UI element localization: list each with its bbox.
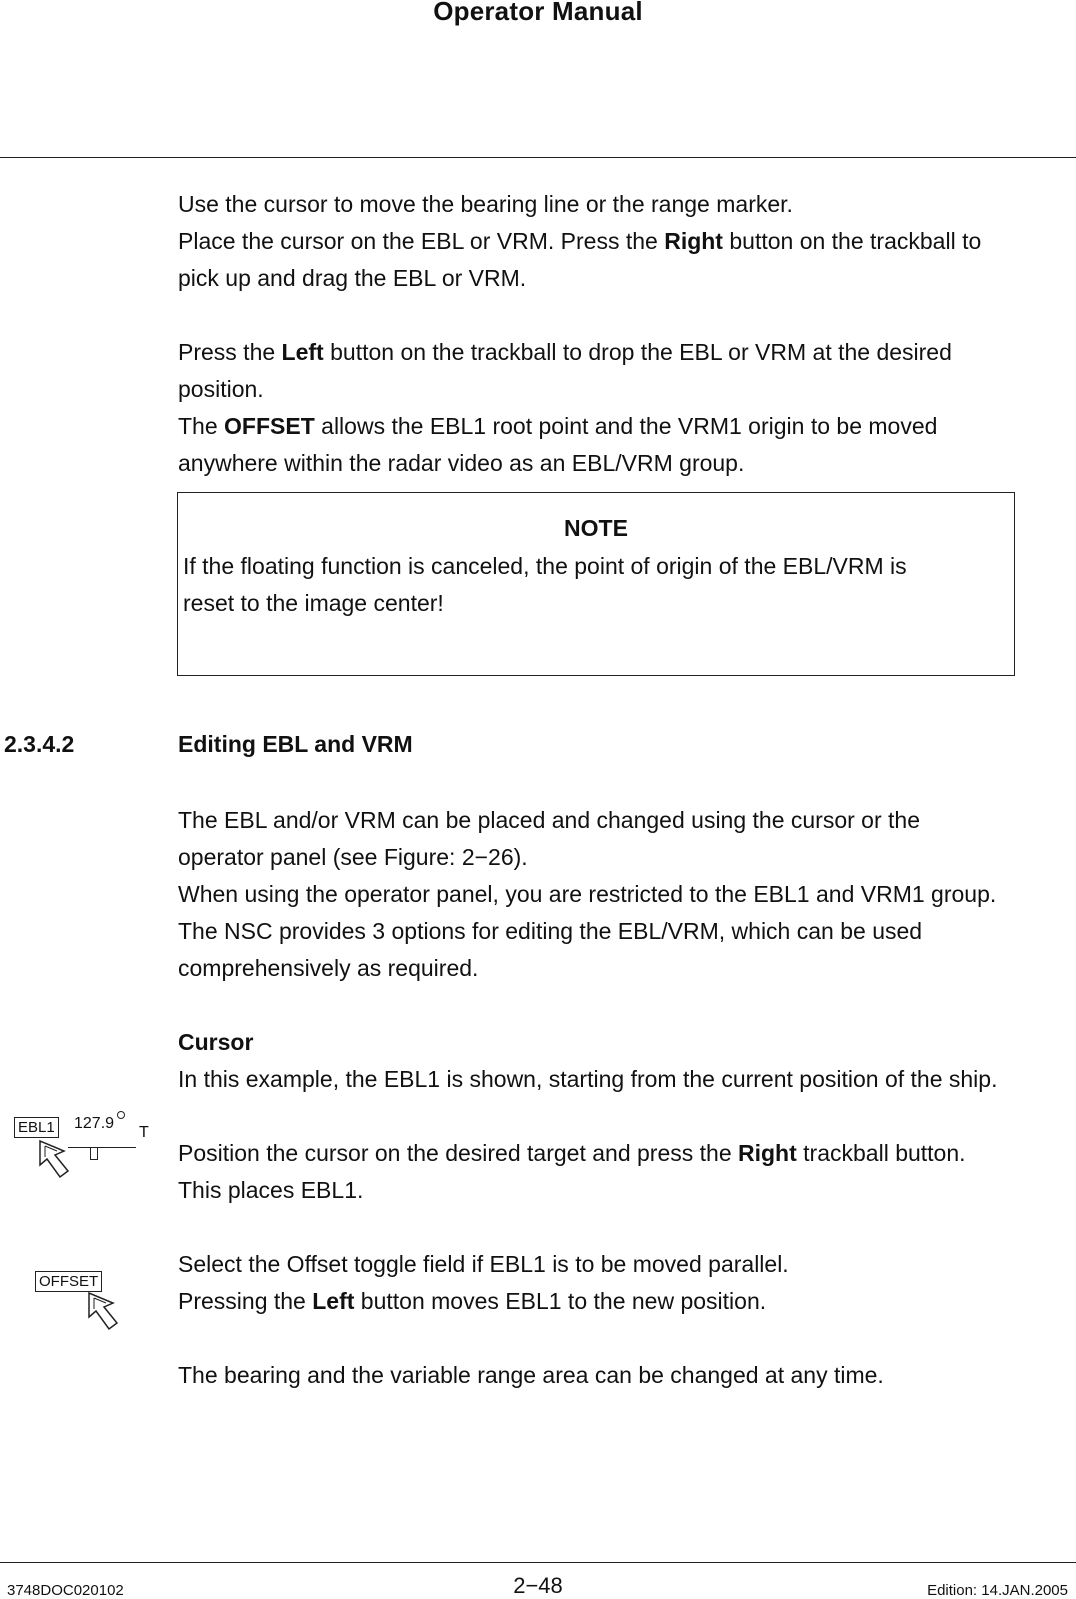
emphasis-text: Right xyxy=(738,1140,797,1166)
emphasis-text: Left xyxy=(281,339,324,365)
text-line xyxy=(178,408,1076,445)
text-run: Select the Offset toggle field if EBL1 is to be moved parallel. xyxy=(178,1251,789,1277)
note-line: reset to the image center! xyxy=(183,590,444,616)
header-rule xyxy=(0,157,1076,158)
footer-doc-code: 3748DOC020102 xyxy=(7,1582,124,1599)
page-header-title: Operator Manual xyxy=(433,0,643,26)
note-line: If the floating function is canceled, the point of origin of the EBL/VRM is xyxy=(183,553,907,579)
text-line xyxy=(178,260,1076,297)
emphasis-text: Left xyxy=(312,1288,355,1314)
intro-text xyxy=(178,186,1076,482)
offset-toggle-illustration xyxy=(35,1271,135,1341)
text-line xyxy=(178,1135,1076,1172)
text-line xyxy=(178,334,1076,371)
text-line xyxy=(178,876,1076,913)
text-run: anywhere within the radar video as an EBL/VRM group. xyxy=(178,450,745,476)
degree-icon xyxy=(117,1111,125,1119)
text-run: operator panel (see Figure: 2−26). xyxy=(178,844,528,870)
text-run: The EBL and/or VRM can be placed and changed using the cursor or the xyxy=(178,807,920,833)
text-run: position. xyxy=(178,376,264,402)
text-cursor-icon xyxy=(90,1148,98,1160)
ebl-readout-illustration xyxy=(14,1117,154,1179)
text-line xyxy=(178,371,1076,408)
footer-edition: Edition: 14.JAN.2005 xyxy=(927,1582,1068,1599)
text-line xyxy=(178,950,1076,987)
text-run: When using the operator panel, you are restricted to the EBL1 and VRM1 group. xyxy=(178,881,997,907)
text-run: This places EBL1. xyxy=(178,1177,364,1203)
text-run: button on the trackball to xyxy=(722,228,982,254)
section-number: 2.3.4.2 xyxy=(4,731,75,757)
text-line xyxy=(178,1320,1076,1357)
text-run: Position the cursor on the desired target and press the xyxy=(178,1140,738,1166)
note-text xyxy=(183,548,907,622)
offset-label-box: OFFSET xyxy=(35,1271,102,1292)
text-line xyxy=(178,839,1076,876)
text-line xyxy=(178,186,1076,223)
text-run: pick up and drag the EBL or VRM. xyxy=(178,265,527,291)
value-underline xyxy=(68,1147,136,1148)
text-run: button moves EBL1 to the new position. xyxy=(354,1288,767,1314)
note-box xyxy=(177,492,1015,676)
pointer-arrow-icon xyxy=(38,1139,76,1181)
text-line xyxy=(178,1098,1076,1135)
note-title: NOTE xyxy=(564,515,628,541)
text-run: Press the xyxy=(178,339,282,365)
text-line xyxy=(178,297,1076,334)
text-line xyxy=(178,1357,1076,1394)
text-run: In this example, the EBL1 is shown, starting from the current position of the ship. xyxy=(178,1066,998,1092)
text-run: Place the cursor on the EBL or VRM. Press the xyxy=(178,228,665,254)
text-run: Pressing the xyxy=(178,1288,313,1314)
footer-page-number: 2−48 xyxy=(513,1573,563,1598)
text-run: allows the EBL1 root point and the VRM1 origin to be moved xyxy=(314,413,938,439)
emphasis-text: Cursor xyxy=(178,1029,254,1055)
text-run: The NSC provides 3 options for editing the EBL/VRM, which can be used xyxy=(178,918,923,944)
emphasis-text: Right xyxy=(664,228,723,254)
text-run: button on the trackball to drop the EBL or VRM at the desired xyxy=(323,339,952,365)
text-line xyxy=(178,445,1076,482)
text-run: trackball button. xyxy=(796,1140,966,1166)
pointer-arrow-icon xyxy=(87,1291,125,1333)
text-line xyxy=(178,1283,1076,1320)
text-line xyxy=(178,987,1076,1024)
text-line xyxy=(178,1172,1076,1209)
text-line xyxy=(178,223,1076,260)
text-line xyxy=(178,1061,1076,1098)
text-run: Use the cursor to move the bearing line or the range marker. xyxy=(178,191,793,217)
text-line xyxy=(178,802,1076,839)
emphasis-text: OFFSET xyxy=(224,413,315,439)
body-text xyxy=(178,802,1076,1394)
footer-rule xyxy=(0,1562,1076,1563)
text-run: comprehensively as required. xyxy=(178,955,479,981)
text-line xyxy=(178,1209,1076,1246)
text-line xyxy=(178,913,1076,950)
text-line xyxy=(178,1024,1076,1061)
text-line xyxy=(178,1246,1076,1283)
ebl1-label-box: EBL1 xyxy=(14,1117,59,1138)
ebl-bearing-unit: T xyxy=(139,1124,149,1141)
text-run: The xyxy=(178,413,225,439)
text-run: The bearing and the variable range area can be changed at any time. xyxy=(178,1362,884,1388)
section-title: Editing EBL and VRM xyxy=(178,731,413,757)
ebl-bearing-value: 127.9 xyxy=(74,1115,115,1132)
